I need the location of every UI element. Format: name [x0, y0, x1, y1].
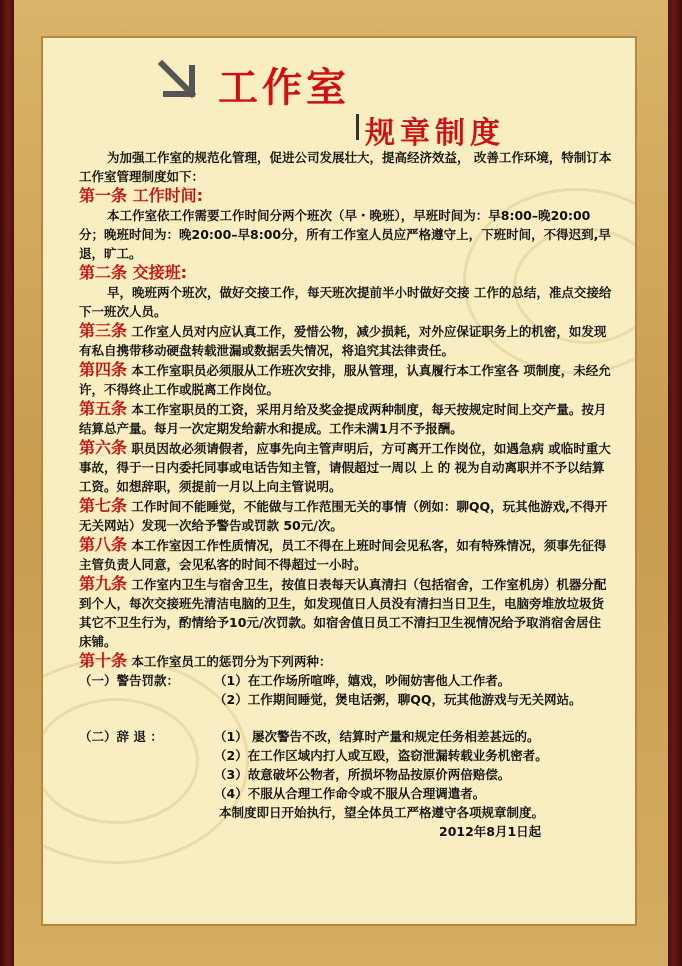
article: 第七条 工作时间不能睡觉，不能做与工作范围无关的事情（例如：聊QQ，玩其他游戏,不得开无关网站）发现一次给予警告或罚款 50元/次。	[79, 496, 608, 533]
article: 第三条 工作室人员对内应认真工作，爱惜公物，减少损耗，对外应保证职务上的机密，如发现有私自携带移动硬盘转载泄漏或数据丢失情况，将追究其法律责任。	[79, 321, 607, 358]
article: 第十条 本工作室员工的惩罚分为下列两种：	[79, 651, 332, 670]
penalty-row: （3）故意破坏公物者，所损坏物品按原价两倍赔偿。	[214, 767, 511, 782]
article: 第四条 本工作室职员必须服从工作班次安排，服从管理，认真履行本工作室各 项制度，未经允许，不得终止工作或脱离工作岗位。	[79, 360, 611, 397]
article: 第八条 本工作室因工作性质情况，员工不得在上班时间会见私客，如有特殊情况，须事先征得主管负责人同意，会见私客的时间不得超过一小时。	[79, 535, 607, 572]
effective-date: 2012年8月1日起	[439, 824, 542, 839]
closing-statement: 本制度即日开始执行，望全体员工严格遵守各项规章制度。	[219, 805, 545, 820]
penalty-row: （一）警告罚款： （1）在工作场所喧哗，嬉戏，吵闹妨害他人工作者。	[79, 673, 511, 688]
page-subtitle: 规章制度	[365, 116, 505, 151]
intro-paragraph: 为加强工作室的规范化管理，促进公司发展壮大，提高经济效益， 改善工作环境，特制订本工作室管理制度如下：	[79, 150, 612, 184]
warning-label: （一）警告罚款：	[79, 673, 180, 688]
arrow-down-right-icon	[156, 58, 202, 104]
article-heading: 第二条 交接班:	[79, 263, 187, 282]
penalty-row: （2）在工作区域内打人或互殴，盗窃泄漏转载业务机密者。	[214, 748, 548, 763]
article-text: 本工作室依工作需要工作时间分两个班次（早・晚班），早班时间为：早8:00–晚20:00分；晚班时间为：晚20:00–早8:00分，所有工作室人员应严格遵守上，下班时间，不得迟到,早退，旷工。	[79, 208, 611, 261]
poster-paper	[41, 36, 637, 926]
regulations-body	[79, 148, 613, 841]
article: 第六条 职员因故必须请假者，应事先向主管声明后，方可离开工作岗位，如遇急病 或临时重大事故，得于一日内委托同事或电话告知主管，请假超过一周以 上 的 视为自动离职并不予以结算工资。如想辞职，须提前一月以上向主管说明。	[79, 438, 611, 494]
article-heading: 第一条 工作时间:	[79, 186, 203, 205]
title-divider	[356, 114, 359, 140]
penalty-row: （2）工作期间睡觉，煲电话粥，聊QQ，玩其他游戏与无关网站。	[214, 692, 582, 707]
article-text: 早，晚班两个班次，做好交接工作，每天班次提前半小时做好交接 工作的总结，准点交接给下一班次人员。	[79, 285, 612, 319]
dismiss-label: （二）辞 退 ：	[79, 729, 163, 744]
article: 第五条 本工作室职员的工资，采用月给及奖金提成两种制度，每天按规定时间上交产量。按月结算总产量。每月一次定期发给薪水和提成。工作未满1月不予报酬。	[79, 399, 607, 436]
penalty-row: （二）辞 退 ： （1） 屡次警告不改，结算时产量和规定任务相差甚远的。	[79, 729, 540, 744]
page-title: 工作室	[218, 65, 350, 111]
penalty-row: （4）不服从合理工作命令或不服从合理调遣者。	[214, 786, 486, 801]
article: 第九条 工作室内卫生与宿舍卫生，按值日表每天认真清扫（包括宿舍，工作室机房）机器分配到个人，每次交接班先清洁电脑的卫生，如发现值日人员没有清扫当日卫生，电脑旁堆放垃圾货其它不卫生行为，酌情给予10元/次罚款。如宿舍值日员工不清扫卫生视情况给予取消宿舍居住床铺。	[79, 574, 607, 649]
